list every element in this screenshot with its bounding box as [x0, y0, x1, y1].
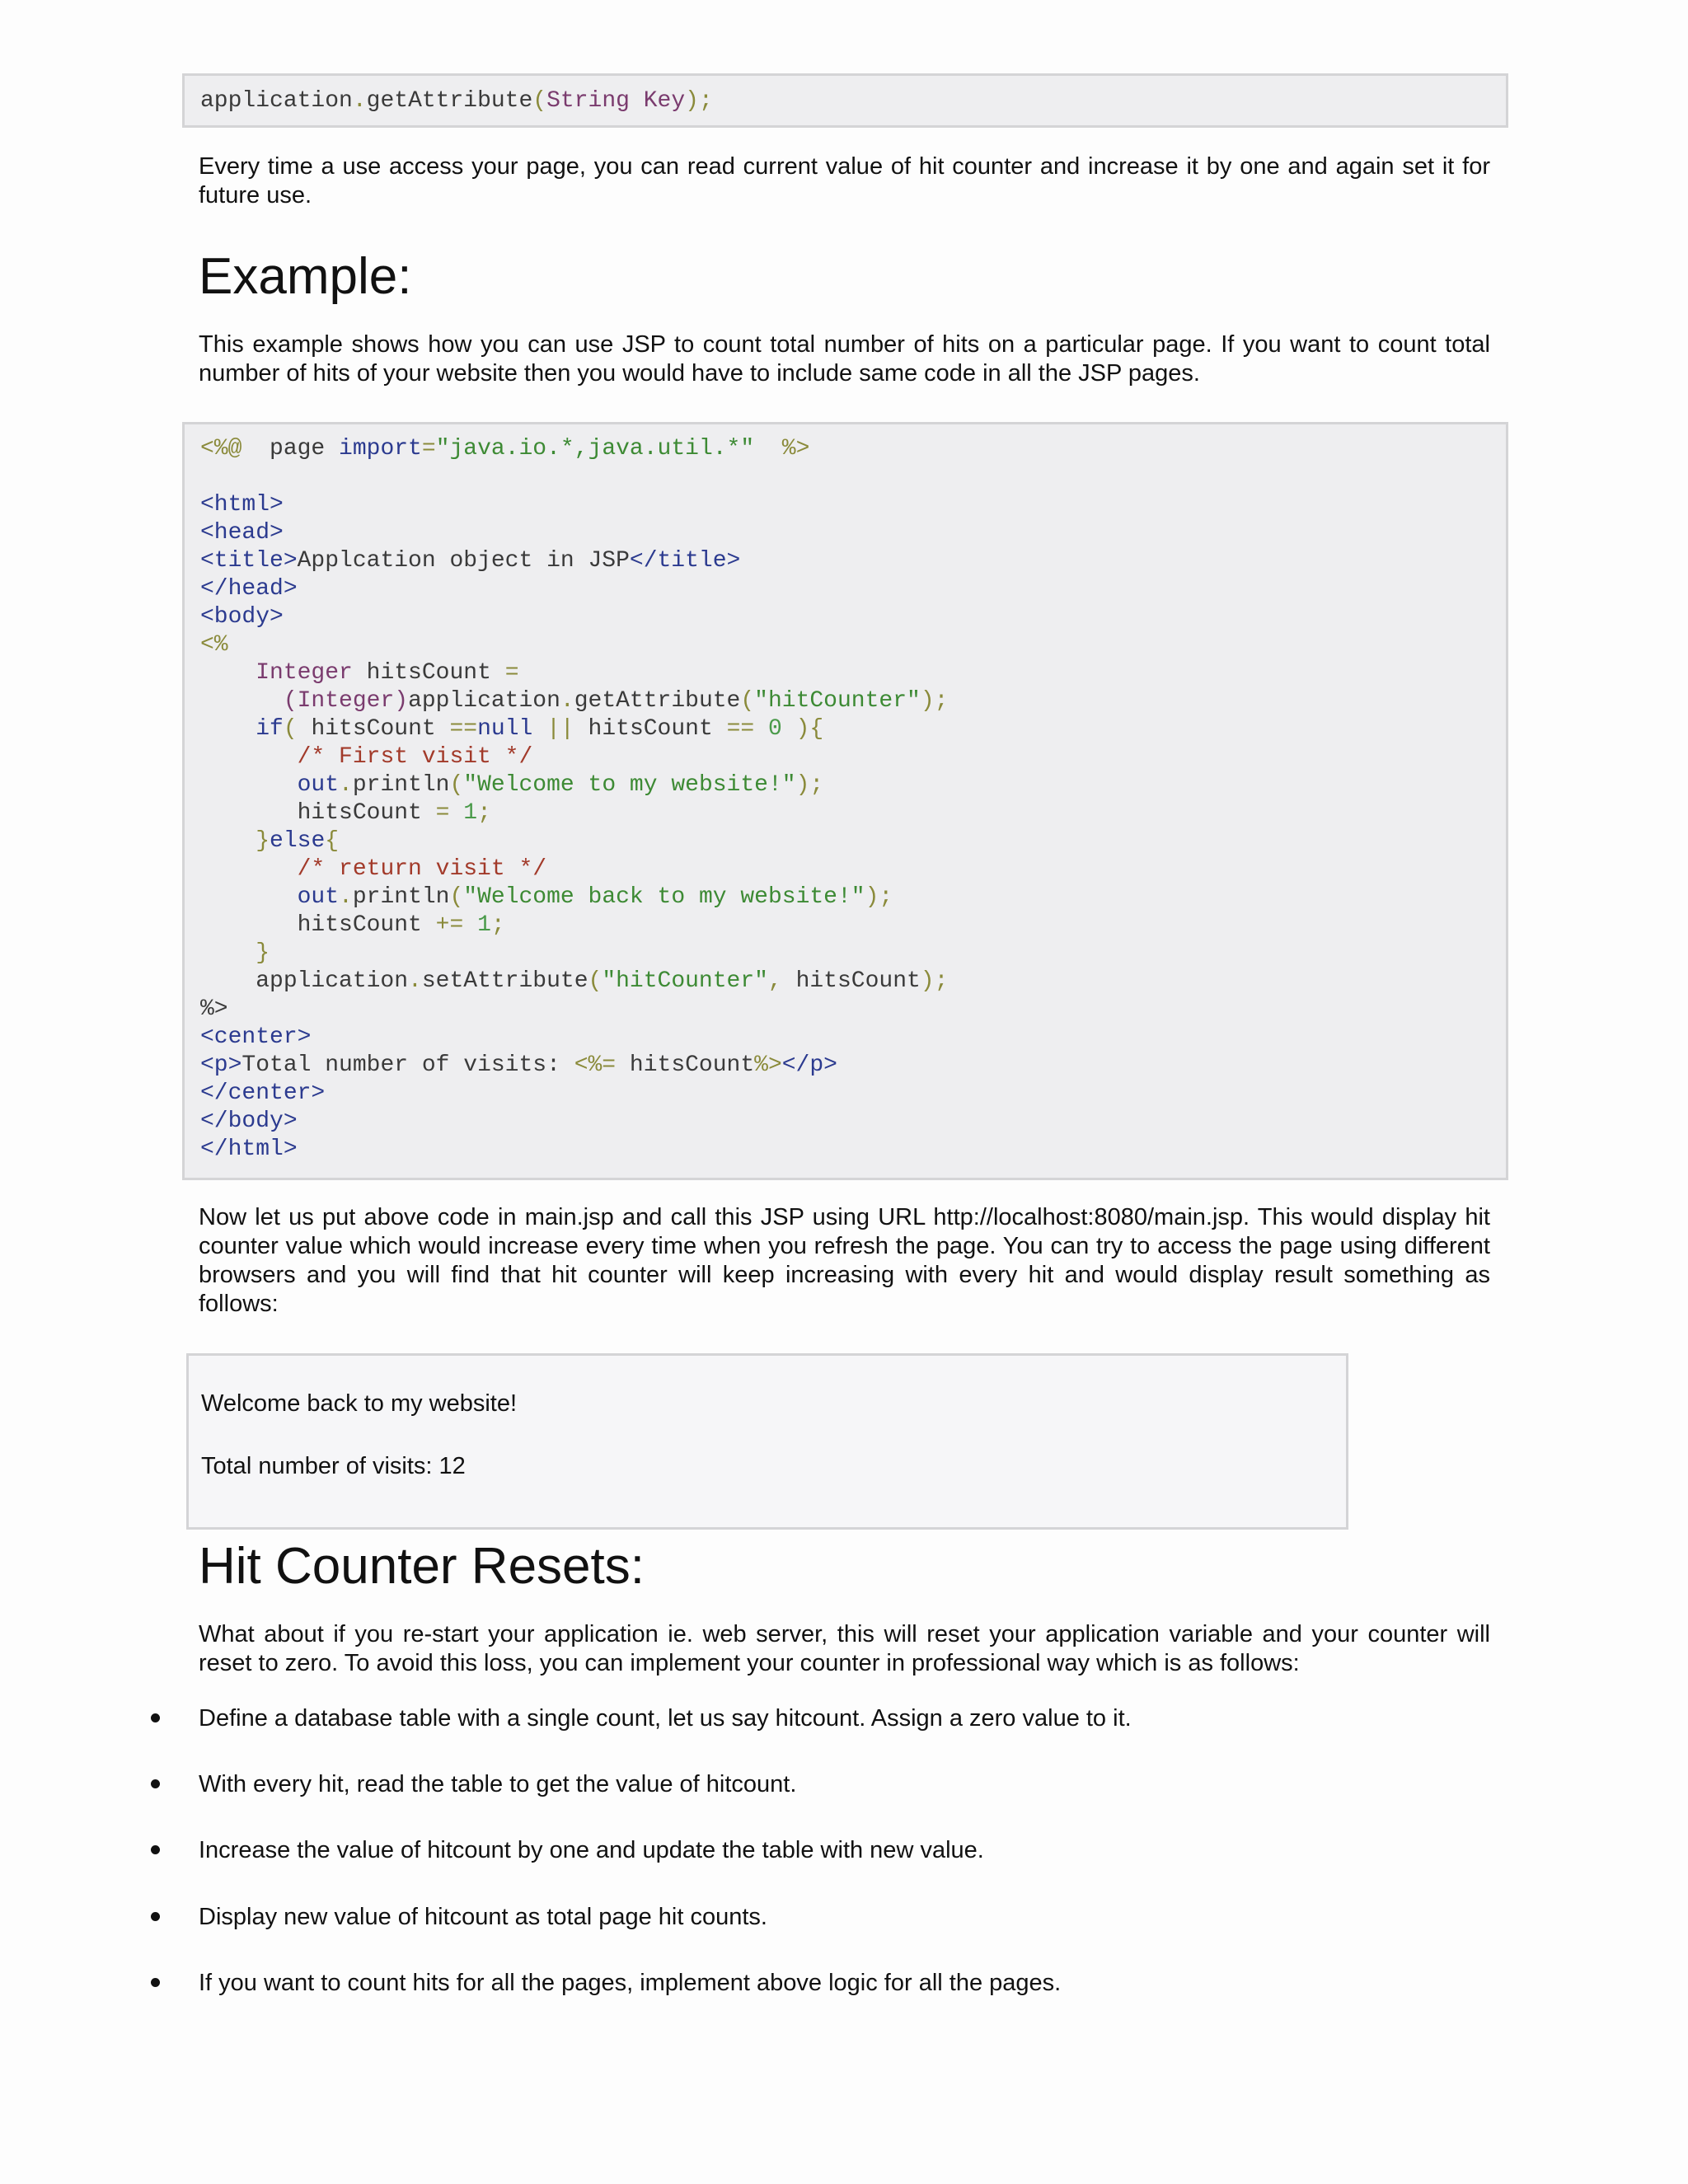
list-item-text: Increase the value of hitcount by one and update the table with new value.	[199, 1837, 984, 1863]
code-token: import	[339, 436, 422, 462]
code-token: %>	[200, 996, 228, 1022]
code-token	[463, 912, 477, 938]
bullet-icon	[151, 1912, 160, 1921]
bullet-icon	[151, 1845, 160, 1854]
resets-paragraph: What about if you re-start your application ie. web server, this will reset your application variable and your counter will reset to zero. To avoid this loss, you can implement your counter in professional way which is as follows:	[199, 1621, 1490, 1676]
code-token: "Welcome back to my website!"	[463, 884, 865, 910]
list-item-text: Display new value of hitcount as total page hit counts.	[199, 1904, 767, 1930]
output-visits-line: Total number of visits: 12	[201, 1453, 466, 1479]
code-token: String	[546, 88, 630, 114]
code-token: application	[408, 688, 560, 714]
code-token: hitsCount	[574, 716, 727, 742]
code-token: Applcation object in JSP	[297, 548, 630, 574]
code-token: ==	[449, 716, 478, 742]
code-token: getAttribute	[574, 688, 741, 714]
code-line	[200, 1052, 1506, 1080]
code-token	[200, 688, 284, 714]
code-line	[200, 1108, 1506, 1136]
code-line	[200, 855, 1506, 883]
code-token: .	[352, 88, 367, 114]
code-token: +=	[435, 912, 464, 938]
code-token: <center>	[200, 1024, 312, 1050]
code-token: out	[297, 884, 340, 910]
code-token: {	[325, 828, 340, 854]
code-line	[200, 743, 1506, 771]
code-token: (	[740, 688, 755, 714]
code-token: else	[270, 828, 326, 854]
code-token: ==	[726, 716, 755, 742]
code-token: .	[408, 968, 422, 994]
code-line	[200, 827, 1506, 855]
code-token: (	[449, 772, 464, 798]
code-token: <%=	[574, 1052, 617, 1078]
code-token: page	[241, 436, 340, 462]
code-token: </title>	[629, 548, 741, 574]
code-token: Key	[629, 88, 686, 114]
code-token: ){	[795, 716, 824, 742]
code-token: );	[795, 772, 824, 798]
code-token: <html>	[200, 492, 284, 518]
code-line	[200, 799, 1506, 827]
code-token: <title>	[200, 548, 298, 574]
code-line	[200, 659, 1506, 687]
list-item	[0, 1966, 1401, 1999]
output-welcome-line: Welcome back to my website!	[201, 1390, 518, 1417]
code-token	[200, 828, 256, 854]
list-item	[0, 1768, 1401, 1801]
code-token: Integer	[256, 660, 353, 686]
resets-heading: Hit Counter Resets:	[199, 1538, 645, 1595]
code-token: <p>	[200, 1052, 242, 1078]
code-token: (	[449, 884, 464, 910]
code-token: 1	[477, 912, 491, 938]
code-token: println	[352, 772, 450, 798]
code-token: (	[283, 716, 298, 742]
example-paragraph: This example shows how you can use JSP to count total number of hits on a particular page. If you want to count total number of hits of your website then you would have to include same code in all the JSP pages.	[199, 331, 1490, 387]
code-token: 1	[463, 800, 478, 826]
code-line	[200, 603, 1506, 631]
code-token	[782, 716, 796, 742]
list-item	[0, 1900, 1401, 1933]
code-token	[754, 436, 782, 462]
code-token: <head>	[200, 520, 284, 546]
code-line	[200, 687, 1506, 715]
code-token	[200, 940, 256, 966]
code-token: getAttribute	[366, 88, 533, 114]
code-snippet-get-attribute	[182, 73, 1508, 128]
list-item-text: If you want to count hits for all the pages, implement above logic for all the pages.	[199, 1970, 1062, 1996]
code-token: =	[421, 436, 436, 462]
list-item-text: Define a database table with a single count, let us say hitcount. Assign a zero value to it.	[199, 1705, 1132, 1732]
code-token	[200, 884, 298, 910]
code-token: <body>	[200, 604, 284, 630]
code-line	[200, 1136, 1506, 1164]
code-token: ;	[490, 912, 505, 938]
code-token: );	[685, 88, 713, 114]
code-token	[532, 716, 546, 742]
code-token: ;	[477, 800, 491, 826]
code-line	[200, 547, 1506, 575]
code-token: hitsCount	[200, 800, 436, 826]
code-line	[200, 631, 1506, 659]
code-line	[200, 463, 1506, 491]
code-token: <%	[200, 632, 228, 658]
code-token: application	[200, 88, 353, 114]
list-item	[0, 1702, 1401, 1735]
code-token: .	[339, 772, 353, 798]
code-token: "Welcome to my website!"	[463, 772, 796, 798]
code-token: 0	[768, 716, 782, 742]
code-token: if	[256, 716, 284, 742]
code-token	[200, 716, 256, 742]
code-token: (	[588, 968, 603, 994]
code-token: .	[339, 884, 353, 910]
code-token: (	[532, 88, 547, 114]
code-token: /* return visit */	[297, 856, 547, 882]
code-token: setAttribute	[421, 968, 588, 994]
code-token: %>	[781, 436, 810, 462]
intro-paragraph: Every time a use access your page, you can read current value of hit counter and increase it by one and again set it for future use.	[199, 153, 1490, 209]
list-item	[0, 1834, 1401, 1867]
bullet-icon	[151, 1779, 160, 1788]
code-line	[200, 491, 1506, 519]
example-heading: Example:	[199, 248, 412, 305]
code-line	[200, 1080, 1506, 1108]
code-line	[200, 883, 1506, 912]
code-token: hitsCount	[616, 1052, 755, 1078]
code-token: println	[352, 884, 450, 910]
code-line	[200, 1024, 1506, 1052]
code-token: </body>	[200, 1108, 298, 1134]
bullet-icon	[151, 1713, 160, 1722]
code-token: ,	[767, 968, 782, 994]
code-token: .	[560, 688, 574, 714]
code-token: hitsCount	[352, 660, 505, 686]
output-box	[186, 1353, 1348, 1530]
code-token: </p>	[781, 1052, 837, 1078]
code-token: }	[256, 828, 270, 854]
code-token: "java.io.*,java.util.*"	[435, 436, 755, 462]
code-line	[200, 968, 1506, 996]
list-item-text: With every hit, read the table to get the value of hitcount.	[199, 1771, 797, 1797]
code-token: );	[920, 968, 949, 994]
code-token: =	[504, 660, 519, 686]
code-line	[200, 940, 1506, 968]
code-token: null	[477, 716, 533, 742]
code-token: hitsCount	[297, 716, 450, 742]
code-token	[200, 660, 256, 686]
code-token	[200, 744, 298, 770]
code-token: (Integer)	[283, 688, 409, 714]
code-token: ||	[546, 716, 574, 742]
code-token	[200, 772, 298, 798]
code-token: hitsCount	[781, 968, 921, 994]
code-token	[754, 716, 768, 742]
code-token: Total number of visits:	[241, 1052, 574, 1078]
code-token: %>	[754, 1052, 782, 1078]
code-token: <%@	[200, 436, 242, 462]
code-line	[200, 575, 1506, 603]
code-token: "hitCounter"	[754, 688, 921, 714]
code-token: </center>	[200, 1080, 326, 1106]
code-token: "hitCounter"	[602, 968, 768, 994]
code-line	[200, 771, 1506, 799]
code-token: </html>	[200, 1137, 298, 1162]
code-line	[200, 715, 1506, 743]
code-line	[200, 435, 1506, 463]
code-line	[200, 519, 1506, 547]
bullet-icon	[151, 1978, 160, 1987]
code-token: application	[200, 968, 409, 994]
code-token: );	[865, 884, 893, 910]
code-token	[200, 856, 298, 882]
after-code-paragraph: Now let us put above code in main.jsp and call this JSP using URL http://localhost:8080/main.jsp. This would display hit counter value which would increase every time when you refresh the page. You can try to access the page using different browsers and you will find that hit counter will keep increasing with every hit and would display result something as follows:	[199, 1204, 1490, 1317]
code-token: =	[435, 800, 450, 826]
code-line	[200, 912, 1506, 940]
code-token	[449, 800, 463, 826]
code-token: out	[297, 772, 340, 798]
code-token: );	[920, 688, 949, 714]
code-token: hitsCount	[200, 912, 436, 938]
code-token: /* First visit */	[297, 744, 533, 770]
code-token: }	[256, 940, 270, 966]
code-token: </head>	[200, 576, 298, 602]
code-line	[200, 996, 1506, 1024]
jsp-code-block	[182, 422, 1508, 1180]
